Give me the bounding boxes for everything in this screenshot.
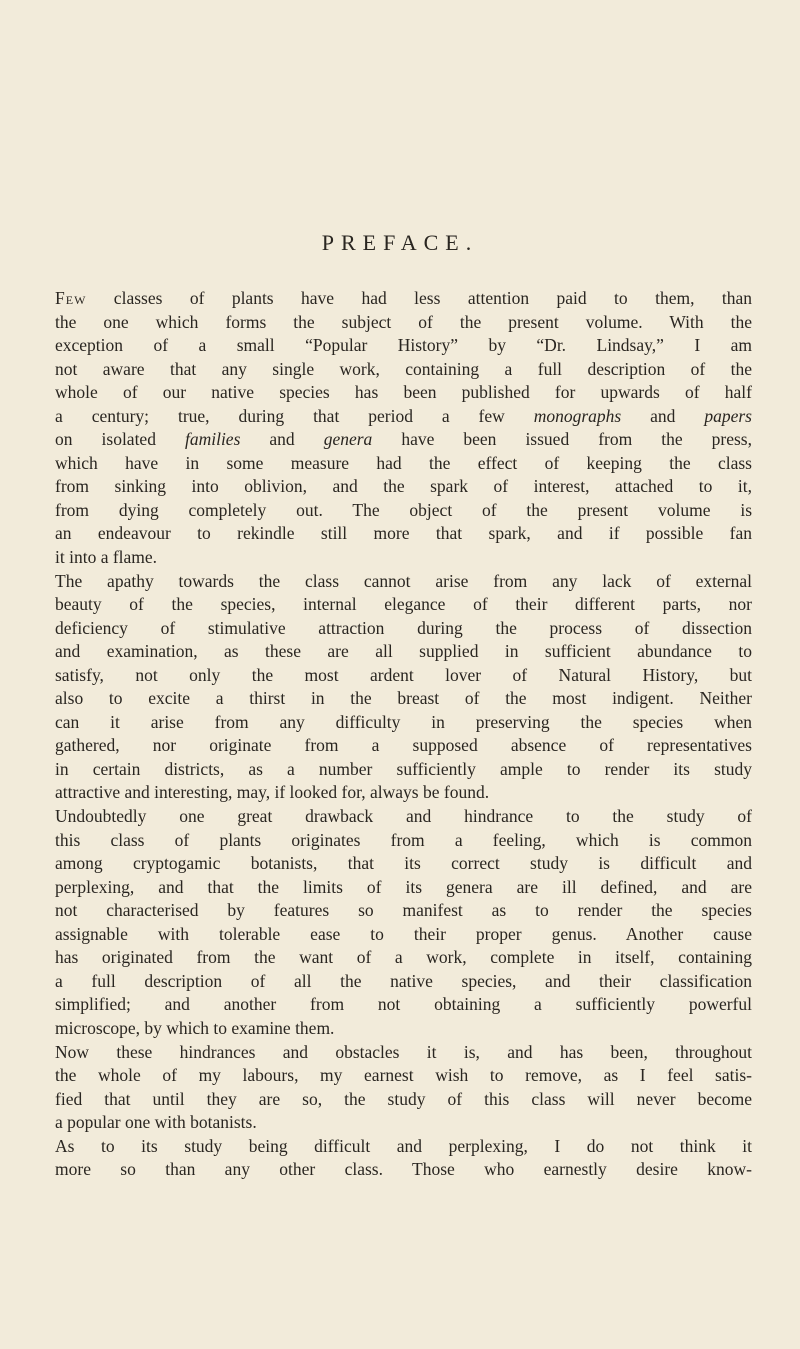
text-run: a popular one with botanists. [55, 1112, 257, 1133]
text-run: not characterised by features so manifest as to render the species [55, 900, 752, 921]
text-line [55, 546, 752, 570]
text-line [55, 381, 752, 405]
text-run: an endeavour to rekindle still more that spark, and if possible fan [55, 523, 752, 544]
text-line [55, 1111, 752, 1135]
text-run: As to its study being difficult and perplexing, I do not think it [55, 1135, 752, 1156]
text-line [55, 734, 752, 758]
text-run: gathered, nor originate from a supposed absence of representatives [55, 735, 752, 756]
text-run: beauty of the species, internal elegance of their different parts, nor [55, 594, 752, 615]
preface-body [55, 287, 752, 1182]
text-run: have been issued from the press, [372, 429, 752, 450]
italic-term: genera [323, 429, 373, 450]
text-run: fied that until they are so, the study of this class will never become [55, 1088, 752, 1109]
text-run: can it arise from any difficulty in preserving the species when [55, 711, 752, 732]
text-line [55, 617, 752, 641]
paragraph [55, 570, 752, 805]
text-line [55, 876, 752, 900]
text-run: and [240, 429, 324, 450]
italic-term: monographs [533, 405, 622, 426]
text-run: it into a flame. [55, 547, 158, 568]
italic-term: papers [704, 405, 752, 426]
text-run: from sinking into oblivion, and the spark of interest, attached to it, [55, 476, 752, 497]
text-line [55, 1088, 752, 1112]
text-line [55, 1158, 752, 1182]
text-line [55, 358, 752, 382]
paragraph [55, 287, 752, 570]
text-run: this class of plants originates from a feeling, which is common [55, 829, 752, 850]
text-line [55, 1041, 752, 1065]
text-line [55, 970, 752, 994]
text-line [55, 899, 752, 923]
text-line [55, 687, 752, 711]
text-line [55, 1017, 752, 1041]
text-run: on isolated [55, 429, 185, 450]
text-run: has originated from the want of a work, complete in itself, containing [55, 947, 752, 968]
text-line [55, 805, 752, 829]
text-line [55, 1135, 752, 1159]
text-run: classes of plants have had less attention paid to them, than [86, 288, 752, 308]
text-line [55, 499, 752, 523]
text-line [55, 311, 752, 335]
text-run: Now these hindrances and obstacles it is, and has been, throughout [55, 1041, 752, 1062]
text-run: and examination, as these are all supplied in sufficient abundance to [55, 641, 752, 662]
text-line [55, 452, 752, 476]
text-line [55, 475, 752, 499]
text-run: a full description of all the native species, and their classification [55, 970, 752, 991]
text-line [55, 640, 752, 664]
text-line [55, 758, 752, 782]
text-line [55, 711, 752, 735]
text-run: the one which forms the subject of the present volume. With the [55, 311, 752, 332]
italic-term: families [184, 429, 241, 450]
text-run: which have in some measure had the effect of keeping the class [55, 452, 752, 473]
text-run: The apathy towards the class cannot arise from any lack of external [55, 570, 752, 591]
text-run: assignable with tolerable ease to their proper genus. Another cause [55, 923, 752, 944]
text-run: satisfy, not only the most ardent lover of Natural History, but [55, 664, 752, 685]
text-run: simplified; and another from not obtaining a sufficiently powerful [55, 994, 752, 1015]
text-line [55, 664, 752, 688]
text-run: deficiency of stimulative attraction during the process of dissection [55, 617, 752, 638]
text-line [55, 593, 752, 617]
text-line [55, 923, 752, 947]
text-run: Few [55, 288, 87, 308]
text-run: whole of our native species has been published for upwards of half [55, 382, 752, 403]
text-run: and [621, 405, 705, 426]
text-line [55, 852, 752, 876]
text-run: microscope, by which to examine them. [55, 1017, 335, 1038]
text-line [55, 1064, 752, 1088]
text-run: also to excite a thirst in the breast of the most indigent. Neither [55, 688, 752, 709]
paragraph [55, 1041, 752, 1135]
text-line [55, 781, 752, 805]
text-run: the whole of my labours, my earnest wish to remove, as I feel satis- [55, 1065, 752, 1086]
text-run: more so than any other class. Those who earnestly desire know- [55, 1159, 752, 1180]
text-line [55, 993, 752, 1017]
text-line [55, 334, 752, 358]
text-run: perplexing, and that the limits of its genera are ill defined, and are [55, 876, 752, 897]
paragraph [55, 1135, 752, 1182]
text-line [55, 946, 752, 970]
text-line [55, 570, 752, 594]
page-title: PREFACE. [321, 230, 479, 255]
text-line [55, 287, 752, 311]
text-run: in certain districts, as a number sufficiently ample to render its study [55, 758, 752, 779]
text-line [55, 405, 752, 429]
text-run: attractive and interesting, may, if looked for, always be found. [55, 782, 490, 803]
text-run: exception of a small “Popular History” by “Dr. Lindsay,” I am [55, 335, 752, 356]
text-run: a century; true, during that period a few [55, 405, 534, 426]
paragraph [55, 805, 752, 1040]
text-line [55, 522, 752, 546]
text-run: among cryptogamic botanists, that its correct study is difficult and [55, 853, 752, 874]
text-run: Undoubtedly one great drawback and hindrance to the study of [55, 806, 752, 827]
text-line [55, 428, 752, 452]
text-run: not aware that any single work, containing a full description of the [55, 358, 752, 379]
text-run: from dying completely out. The object of the present volume is [55, 499, 752, 520]
text-line [55, 829, 752, 853]
